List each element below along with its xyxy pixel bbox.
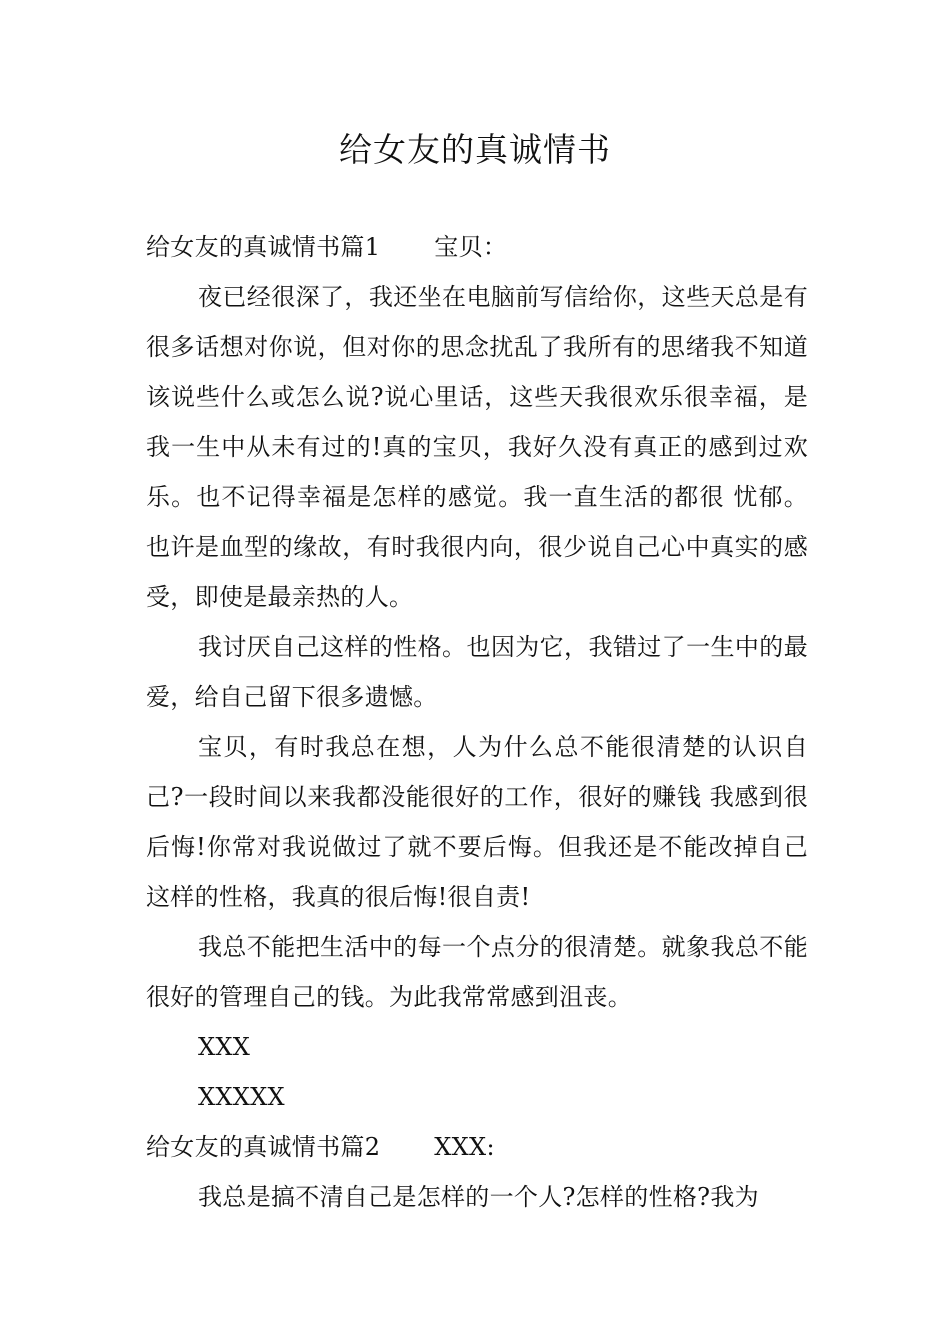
section-heading: 给女友的真诚情书篇1: [146, 233, 381, 261]
paragraph: 我总是搞不清自己是怎样的一个人?怎样的性格?我为: [198, 1183, 759, 1211]
page-title: 给女友的真诚情书: [339, 130, 611, 169]
paragraph: 夜已经很深了，我还坐在电脑前写信给你，这些天总是有很多话想对你说，但对你的思念扰乱了我所有的思绪我不知道该说些什么或怎么说?说心里话，这些天我很欢乐很幸福，是我一生中从未有过的!真的宝贝，我好久没有真正的感到过欢乐。也不记得幸福是怎样的感觉。我一直生活的都很 忧郁。也许是血型的缘故，有时我很内向，很少说自己心中真实的感受，即使是最亲热的人。: [146, 283, 808, 611]
paragraph: 我讨厌自己这样的性格。也因为它，我错过了一生中的最爱，给自己留下很多遗憾。: [146, 633, 808, 711]
salutation: XXX:: [434, 1133, 495, 1161]
section-heading: 给女友的真诚情书篇2: [146, 1133, 381, 1161]
paragraph: 我总不能把生活中的每一个点分的很清楚。就象我总不能很好的管理自己的钱。为此我常常感到沮丧。: [146, 933, 808, 1011]
section-heading-line: [146, 1122, 808, 1172]
document-body: [146, 222, 808, 1222]
paragraph: 宝贝，有时我总在想，人为什么总不能很清楚的认识自己?一段时间以来我都没能很好的工作，很好的赚钱 我感到很后悔!你常对我说做过了就不要后悔。但我还是不能改掉自己这样的性格，我真的很后悔!很自责!: [146, 733, 808, 911]
signature: XXX: [198, 1033, 251, 1061]
section-heading-line: [146, 222, 808, 272]
salutation: 宝贝：: [434, 233, 508, 261]
signature-date: XXXXX: [198, 1083, 285, 1111]
